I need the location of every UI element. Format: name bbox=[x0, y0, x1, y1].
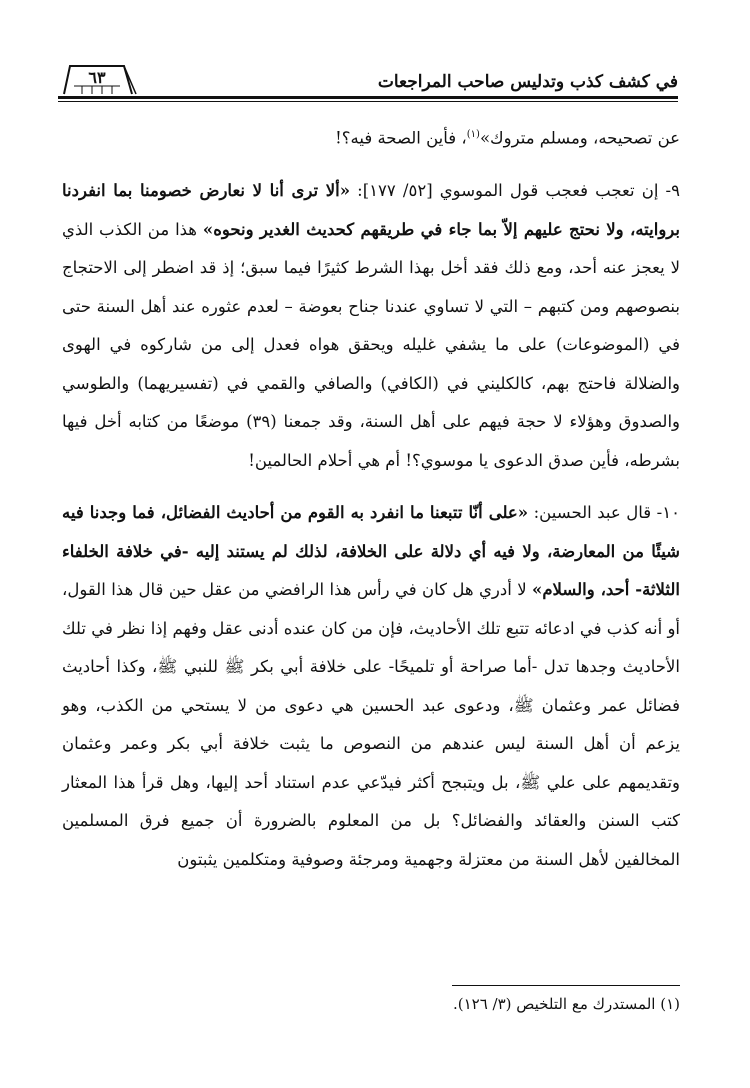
paragraph bbox=[62, 494, 680, 879]
quoted-text: «على أنّا تتبعنا ما انفرد به القوم من أحاديث الفضائل، فما وجدنا فيه شيئًا من المعارضة، ولا فيه أي دلالة على الخلافة، لذلك لم يستند إليه -في خلافة الخلفاء الثلاثة- أحد، والسلام» bbox=[62, 503, 680, 599]
footnote: (١) المستدرك مع التلخيص (٣/ ١٢٦). bbox=[452, 995, 680, 1013]
header-rule bbox=[58, 96, 678, 99]
paragraph bbox=[62, 116, 680, 158]
text-segment: ٩- إن تعجب فعجب قول الموسوي [٥٢/ ١٧٧]: bbox=[350, 181, 680, 200]
page-number: ٦٣ bbox=[88, 68, 106, 87]
footnote-separator bbox=[452, 985, 680, 986]
page-header bbox=[58, 62, 678, 102]
text-segment: لا أدري هل كان في رأس هذا الرافضي من عقل حين قال هذا القول، أو أنه كذب في ادعائه تتبع تلك الأحاديث، فإن من كان عنده أدنى عقل وفهم إذا نظر في تلك الأحاديث وجدها تدل -أما صراحة أو تلميحًا- على خلافة أبي بكر ﷺ للنبي ﷺ، وكذا أحاديث فضائل عمر وعثمان ﷺ، ودعوى عبد الحسين هي دعوى من لا يستحي من الكذب، وهو يزعم أن أهل السنة ليس عندهم من النصوص ما يثبت خلافة أبي بكر وعمر وعثمان وتقديمهم على علي ﷺ، بل ويتبجح أكثر فيدّعي عدم استناد أحد إليها، وهل قرأ هذا المعثار كتب السنن والعقائد والفضائل؟ بل من المعلوم بالضرورة أن جميع فرق المسلمين المخالفين لأهل السنة من معتزلة وجهمية ومرجئة وصوفية ومتكلمين يثبتون bbox=[62, 580, 680, 869]
quoted-text: «ألا ترى أنا لا نعارض خصومنا بما انفردنا بروايته، ولا نحتج عليهم إلاّ بما جاء في طريقهم كحديث الغدير ونحوه» bbox=[62, 181, 680, 239]
footnote-ref: (١) bbox=[466, 129, 480, 140]
paragraph bbox=[62, 172, 680, 480]
running-title: في كشف كذب وتدليس صاحب المراجعات bbox=[377, 72, 678, 92]
text-segment: عن تصحيحه، ومسلم متروك» bbox=[479, 128, 680, 148]
text-segment: ، فأين الصحة فيه؟! bbox=[335, 128, 467, 148]
text-segment: هذا من الكذب الذي لا يعجز عنه أحد، ومع ذلك فقد أخل بهذا الشرط كثيرًا فيما سبق؛ إذ قد اضطر إلى الاحتجاج بنصوصهم ومن كتبهم – التي لا تساوي عندنا جناح بعوضة – لعدم عثوره عند أهل السنة حتى في (الموضوعات) على ما يشفي غليله ويحقق هواه فعدل إلى من شاركوه في الهوى والضلالة فاحتج بهم، كالكليني في (الكافي) والصافي والقمي في (تفسيريهما) والطوسي والصدوق وهؤلاء لا حجة فيهم على أهل السنة، وقد جمعنا (٣٩) موضعًا من كتابه أخل فيها بشرطه، فأين صدق الدعوى يا موسوي؟! أم هي أحلام الحالمين! bbox=[62, 219, 680, 470]
body-text bbox=[62, 116, 680, 879]
header-rule-thin bbox=[58, 101, 678, 102]
page-number-frame bbox=[62, 64, 138, 94]
text-segment: ١٠- قال عبد الحسين: bbox=[528, 503, 680, 522]
